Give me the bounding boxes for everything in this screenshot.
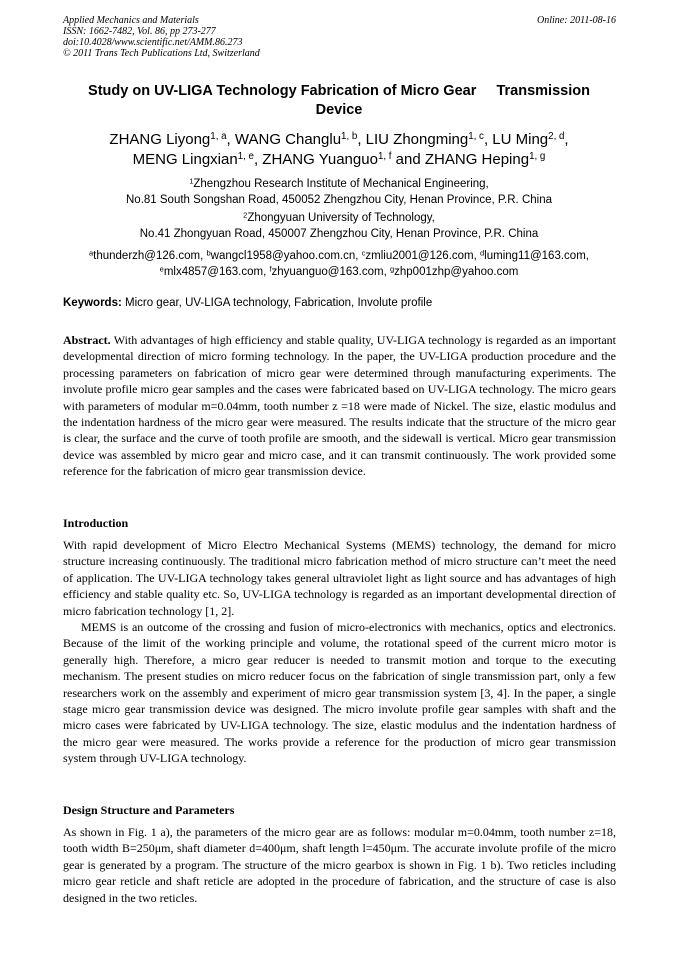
author: ZHANG Yuanguo$^{1, f}$ and bbox=[262, 151, 425, 168]
author-line-1 bbox=[40, 130, 638, 150]
paragraph: MEMS is an outcome of the crossing and fusion of micro-electronics with mechanics, optics and electronics. Because of the limit of the working principle and volume, the rotational speed of the current micro motor is generally high. Therefore, a micro gear reducer is needed to transmit motion and torque to the executing mechanism. The present studies on micro reducer focus on the fabrication of single transmission part, only a few researchers work on the assembly and experiment of micro gear transmission system [3, 4]. In the paper, a single stage micro gear transmission device was designed. The micro involute profile gear samples with shaft and the micro cases were fabricated by UV-LIGA technology. The size, elastic modulus and the indentation hardness of the micro gear were measured. The works provide a reference for the production of micro gear transmission system through UV-LIGA technology. bbox=[63, 620, 616, 766]
affiliation-2: $^2$Zhongyuan University of Technology, No.41 Zhongyuan Road, 450007 Zhengzhou City, Henan Province, P.R. China bbox=[139, 210, 539, 240]
abstract-text: With advantages of high efficiency and stable quality, UV-LIGA technology is regarded as an important developmental direction of micro forming technology. In the paper, the UV-LIGA production procedure and the processing parameters on fabrication of micro gear were determined through manufacturing experiments. The involute profile micro gear samples and the cases were fabricated based on UV-LIGA technology. The micro gears with parameters of modular m=0.04mm, tooth number z =18 were made of Nickel. The size, elastic modulus and the indentation hardness of the micro gear were measured. The results indicate that the structure of the micro gear is clear, the surface and the curve of tooth profile are smooth, and the sidewall is vertical. Micro gear transmission device was assembled by micro gear and micro case, and it can transmit continuously. The work provided some reference for the fabrication of micro gear transmission device. bbox=[63, 333, 616, 479]
online-date: Online: 2011-08-16 bbox=[537, 15, 616, 26]
section-heading-design: Design Structure and Parameters bbox=[63, 803, 235, 817]
author-line-2 bbox=[40, 150, 638, 170]
email-address: $^f$zhyuanguo@163.com, bbox=[269, 264, 390, 278]
author: MENG Lingxian$^{1, e}$, bbox=[132, 151, 263, 168]
introduction-body bbox=[63, 537, 616, 767]
issn-line: ISSN: 1662-7482, Vol. 86, pp 273-277 bbox=[63, 26, 216, 37]
paragraph: As shown in Fig. 1 a), the parameters of the micro gear are as follows: modular m=0.04mm, tooth number z=18, tooth width B=250μm, shaft diameter d=400μm, shaft length l=450μm. The accurate involute profile of the micro gear is generated by a program. The structure of the micro gearbox is shown in Fig. 1 b). Two reticles including micro gear reticle and shaft reticle are adopted in the procedure of fabrication, and the structure of case is also designed in the two reticles. bbox=[63, 825, 616, 905]
design-body bbox=[63, 824, 616, 906]
title-line-1: Study on UV-LIGA Technology Fabrication of Micro Gear Transmission bbox=[88, 83, 590, 99]
author: LU Ming$^{2, d}$, bbox=[492, 131, 569, 148]
paragraph: With rapid development of Micro Electro Mechanical Systems (MEMS) technology, the demand for micro structure increasing continuously. The traditional micro fabrication method of micro structure can’t meet the need of application. The UV-LIGA technology takes general ultraviolet light as light source and has advantages of high efficiency and stable quality etc. So, UV-LIGA technology is regarded as an important developmental direction of micro fabrication technology [1, 2]. bbox=[63, 538, 616, 618]
author: LIU Zhongming$^{1, c}$, bbox=[365, 131, 493, 148]
section-heading-introduction: Introduction bbox=[63, 516, 129, 530]
author: WANG Changlu$^{1, b}$, bbox=[234, 131, 366, 148]
email-address: $^a$thunderzh@126.com, bbox=[89, 248, 207, 262]
email-address: $^g$zhp001zhp@yahoo.com bbox=[389, 264, 519, 278]
keywords-text: Micro gear, UV-LIGA technology, Fabrication, Involute profile bbox=[121, 297, 433, 309]
author: ZHANG Heping$^{1, g}$ bbox=[424, 151, 546, 168]
keywords bbox=[63, 296, 618, 311]
doi-line: doi:10.4028/www.scientific.net/AMM.86.273 bbox=[63, 37, 243, 48]
abstract-label: Abstract. bbox=[63, 333, 111, 347]
paper-title bbox=[50, 82, 628, 120]
journal-name: Applied Mechanics and Materials bbox=[63, 15, 199, 26]
affiliation-1: $^1$Zhengzhou Research Institute of Mechanical Engineering, No.81 South Songshan Road, 450052 Zhengzhou City, Henan Province, P.R. China bbox=[126, 176, 552, 206]
title-line-2: Device bbox=[315, 102, 363, 118]
email-address: $^b$wangcl1958@yahoo.com.cn, bbox=[206, 248, 362, 262]
author-list bbox=[40, 130, 638, 170]
email-line-2 bbox=[40, 264, 638, 280]
abstract bbox=[63, 332, 616, 480]
email-address: $^e$mlx4857@163.com, bbox=[159, 264, 270, 278]
email-address: $^c$zmliu2001@126.com, bbox=[361, 248, 481, 262]
email-line-1 bbox=[40, 248, 638, 264]
copyright-line: © 2011 Trans Tech Publications Ltd, Switzerland bbox=[63, 48, 260, 59]
author-emails bbox=[40, 248, 638, 280]
journal-header bbox=[63, 15, 616, 59]
author: ZHANG Liyong$^{1, a}$, bbox=[109, 131, 235, 148]
email-address: $^d$luming11@163.com, bbox=[480, 248, 589, 262]
keywords-label: Keywords: bbox=[63, 297, 122, 309]
